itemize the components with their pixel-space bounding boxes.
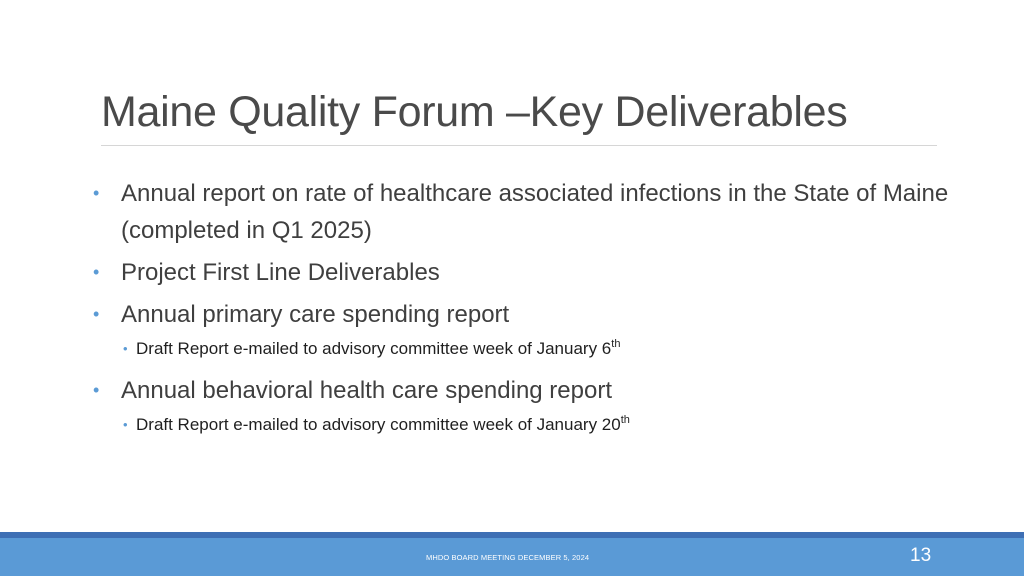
bullet-text: Annual report on rate of healthcare associated infections in the State of Maine (completed in Q1 2025) [121,180,949,244]
sub-bullet-item [90,336,950,362]
ordinal-suffix: th [611,338,621,350]
bullet-text: Annual primary care spending report [121,301,510,328]
bullet-marker-icon: • [123,341,128,356]
slide-title: Maine Quality Forum –Key Deliverables [101,88,848,136]
bullet-item [90,372,950,409]
bullet-marker-icon: • [123,417,128,432]
ordinal-suffix: th [620,414,630,426]
sub-bullet-text: Draft Report e-mailed to advisory committee week of January 20 [136,415,621,434]
sub-bullet-item [90,412,950,438]
sub-bullet-text: Draft Report e-mailed to advisory committee week of January 6 [136,339,612,358]
bullet-marker-icon: • [93,262,100,282]
bullet-text: Annual behavioral health care spending report [121,377,613,404]
bullet-item [90,296,950,333]
bullet-marker-icon: • [93,304,100,324]
title-divider [101,145,937,146]
page-number: 13 [910,545,932,566]
bullet-marker-icon: • [93,380,100,400]
bullet-list [90,175,950,448]
bullet-text: Project First Line Deliverables [121,259,440,286]
bullet-marker-icon: • [93,183,100,203]
bullet-item [90,175,950,249]
bullet-item [90,254,950,291]
footer-text: MHDO BOARD MEETING DECEMBER 5, 2024 [426,553,590,562]
